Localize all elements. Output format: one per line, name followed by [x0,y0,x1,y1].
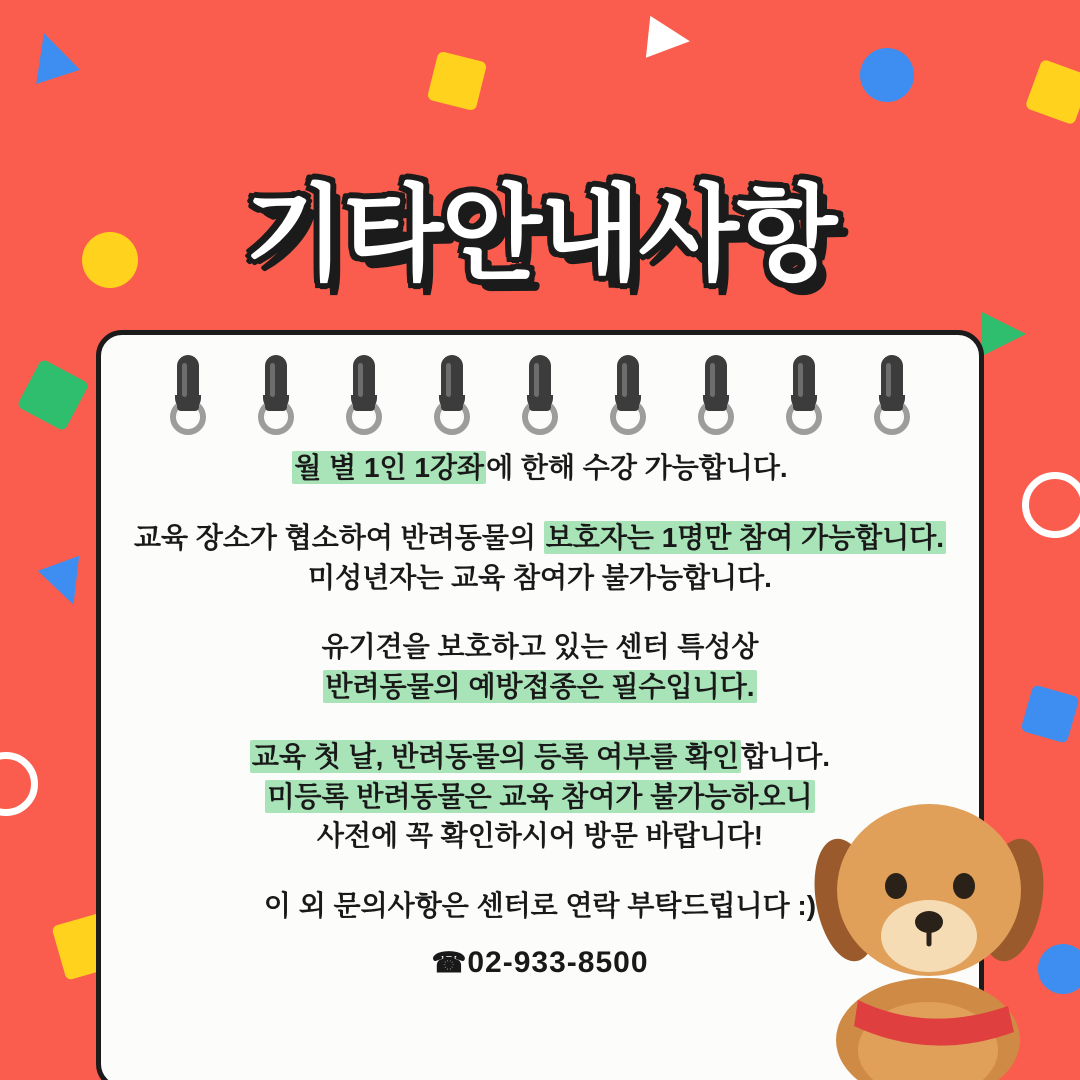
highlighted-text: 월 별 1인 1강좌 [294,452,485,483]
highlighted-text: 보호자는 1명만 참여 가능합니다. [545,521,945,553]
notice-line [110,518,970,558]
white-ring-2 [0,752,38,816]
plain-text: 이 외 문의사항은 센터로 연락 부탁드립니다 :) [263,890,817,921]
plain-text: 유기견을 보호하고 있는 센터 특성상 [321,631,759,663]
blue-triangle [22,26,80,84]
telephone-icon: ☎ [431,946,468,978]
notice-line [110,667,970,707]
yellow-square-2 [1025,59,1080,126]
white-ring [1022,472,1080,538]
white-triangle [646,16,692,62]
notice-paragraph [110,448,970,488]
phone-number[interactable]: 02-933-8500 [467,945,649,979]
plain-text: 합니다. [741,740,831,772]
dog-mascot-illustration [800,750,1070,1080]
yellow-square [427,51,488,112]
blue-circle [860,48,914,102]
notice-line [110,558,970,598]
plain-text: 사전에 꼭 확인하시어 방문 바랍니다! [316,820,764,852]
plain-text: 에 한해 수강 가능합니다. [486,452,788,483]
notice-line [110,627,970,667]
plain-text: 미성년자는 교육 참여가 불가능합니다. [308,561,772,593]
green-square [16,358,89,431]
highlighted-text: 미등록 반려동물은 교육 참여가 불가능하오니 [267,780,813,812]
highlighted-text: 교육 첫 날, 반려동물의 등록 여부를 확인 [251,740,740,772]
green-triangle [982,312,1026,356]
notice-paragraph [110,627,970,707]
page-title: 기타안내사항 [244,177,836,293]
notice-line [110,448,970,488]
notice-paragraph [110,518,970,598]
blue-triangle-2 [38,556,94,612]
blue-square [1020,684,1079,743]
plain-text: 교육 장소가 협소하여 반려동물의 [133,521,544,553]
highlighted-text: 반려동물의 예방접종은 필수입니다. [325,671,755,702]
